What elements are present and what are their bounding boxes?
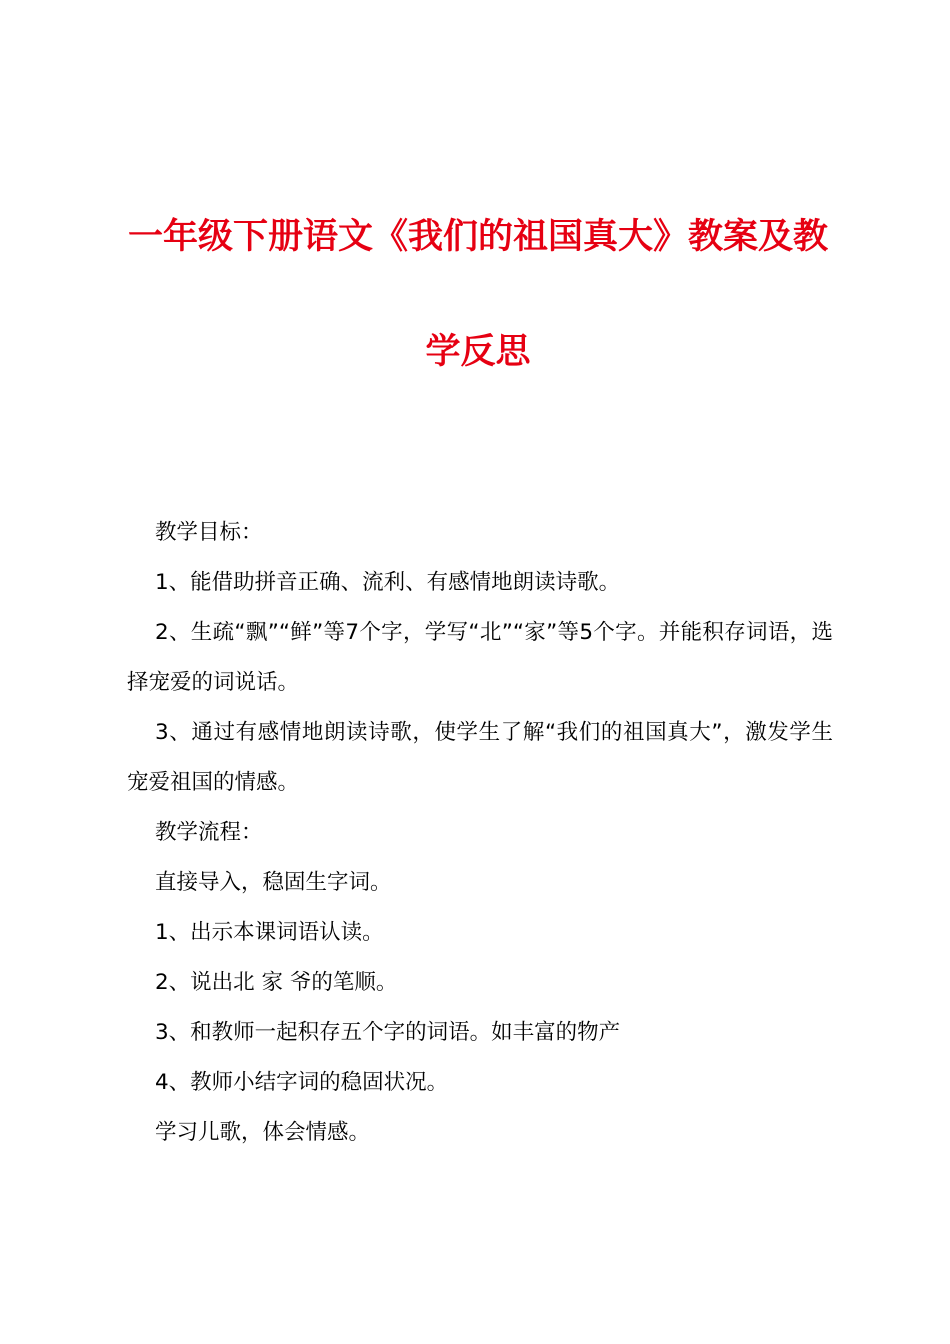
- objective-item: 3、通过有感情地朗读诗歌，使学生了解“我们的祖国真大”，激发学生宠爱祖国的情感。: [127, 720, 833, 795]
- section-heading-objectives: 教学目标：: [155, 520, 263, 545]
- process-step-heading: 学习儿歌，体会情感。: [155, 1120, 371, 1145]
- process-item: 4、教师小结字词的稳固状况。: [155, 1070, 449, 1095]
- document-body: [127, 508, 833, 1158]
- document-title: 一年级下册语文《我们的祖国真大》教案及教学反思: [127, 217, 828, 372]
- section-heading-process: 教学流程：: [155, 820, 263, 845]
- process-item: 3、和教师一起积存五个字的词语。如丰富的物产: [155, 1020, 621, 1045]
- process-step-heading: 直接导入，稳固生字词。: [155, 870, 392, 895]
- process-item: 1、出示本课词语认读。: [155, 920, 384, 945]
- objective-item: 2、生疏“飘”“鲜”等7个字，学写“北”“家”等5个字。并能积存词语，选择宠爱的词说话。: [127, 620, 833, 695]
- objective-item: 1、能借助拼音正确、流利、有感情地朗读诗歌。: [155, 570, 621, 595]
- process-item: 2、说出北 家 爷的笔顺。: [155, 970, 398, 995]
